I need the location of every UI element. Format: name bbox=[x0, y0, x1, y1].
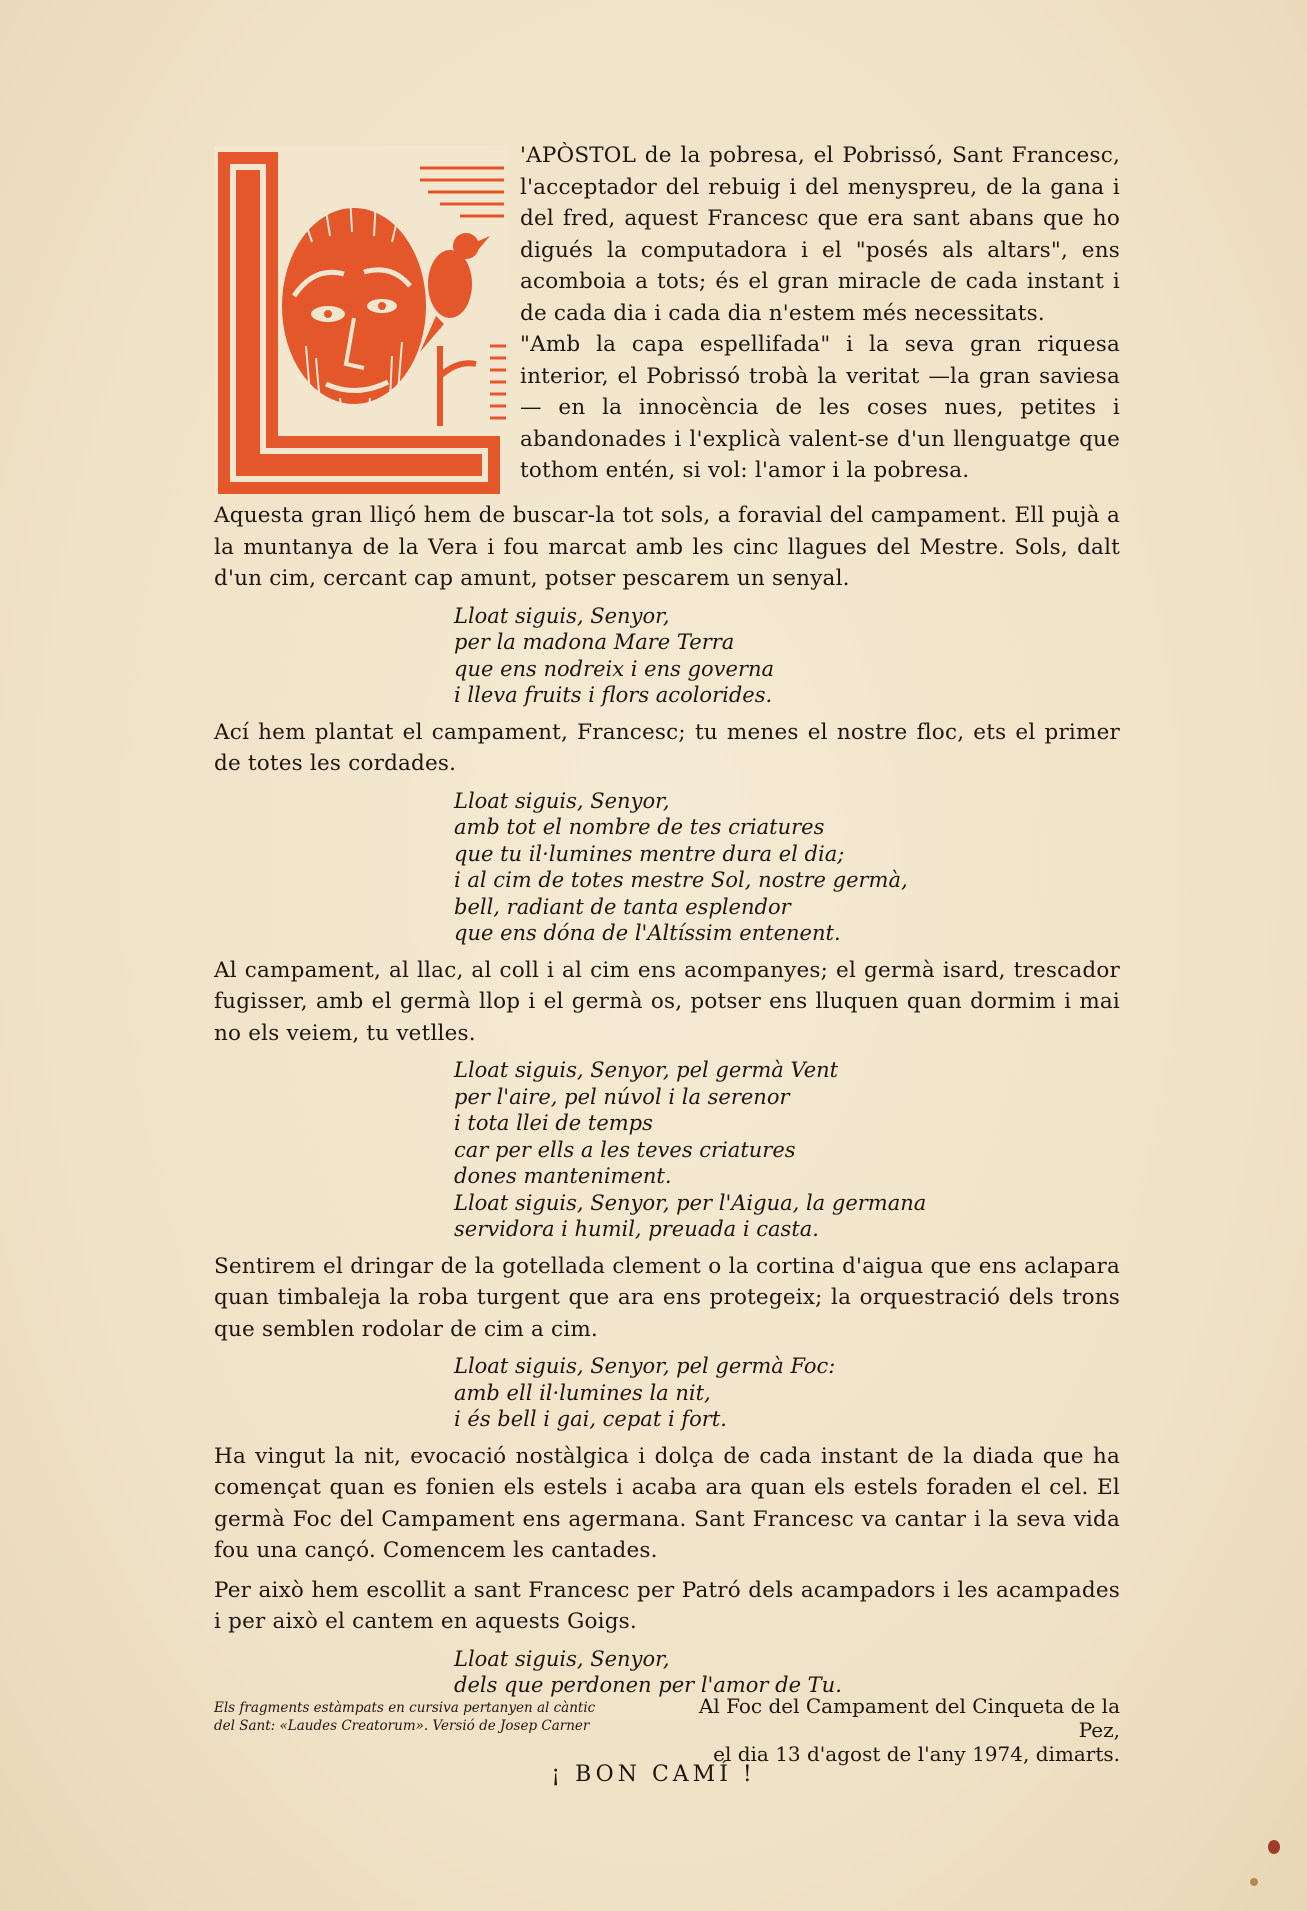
verse-line: per l'aire, pel núvol i la serenor bbox=[454, 1084, 790, 1109]
verse-line: bell, radiant de tanta esplendor bbox=[454, 894, 791, 919]
footer bbox=[214, 1694, 1120, 1766]
camp-paragraph: Ací hem plantat el campament, Francesc; tu menes el nostre floc, ets el primer de totes les cordades. bbox=[214, 719, 1120, 776]
verse-block-3 bbox=[454, 1057, 1120, 1243]
verse-line: amb tot el nombre de tes criatures bbox=[454, 815, 825, 839]
paper-stain bbox=[1250, 1878, 1258, 1886]
opening-section bbox=[214, 140, 1120, 500]
verse-line: Lloat siguis, Senyor, pel germà Vent bbox=[454, 1058, 839, 1082]
verse-line: i lleva fruits i flors acolorides. bbox=[454, 683, 773, 707]
verse-line: amb ell il·lumines la nit, bbox=[454, 1380, 711, 1405]
verse-line: Lloat siguis, Senyor, bbox=[454, 603, 670, 628]
brothers-paragraph: Al campament, al llac, al coll i al cim ens acompanyes; el germà isard, trescador fugisser, amb el germà llop i el germà os, potser ens lluquen quan dormim i mai no els veiem, tu vetlles. bbox=[214, 957, 1120, 1046]
verse-line: Lloat siguis, Senyor, per l'Aigua, la germana bbox=[454, 1190, 927, 1215]
verse-line: i al cim de totes mestre Sol, nostre germà, bbox=[454, 868, 908, 892]
date-line: Al Foc del Campament del Cinqueta de la Pez, el dia 13 d'agost de l'any 1974, dimarts. bbox=[698, 1694, 1120, 1766]
night-paragraph: Ha vingut la nit, evocació nostàlgica i dolça de cada instant de la diada que ha començat quan es fonien els estels i acaba ara quan els estels foraden el cel. El germà Foc del Campament ens agermana. Sant Francesc va cantar i la seva vida fou una cançó. Comencem les cantades. bbox=[214, 1443, 1120, 1563]
document-body bbox=[214, 140, 1120, 1707]
verse-line: car per ells a les teves criatures bbox=[454, 1137, 796, 1162]
verse-line: servidora i humil, preuada i casta. bbox=[454, 1217, 819, 1241]
verse-line: i tota llei de temps bbox=[454, 1111, 653, 1135]
verse-line: que tu il·lumines mentre dura el dia; bbox=[454, 841, 845, 866]
paper-stain bbox=[1268, 1840, 1280, 1854]
source-note: Els fragments estàmpats en cursiva pertanyen al càntic del Sant: «Laudes Creatorum». Versió de Josep Carner bbox=[214, 1700, 596, 1734]
patron-paragraph: Per això hem escollit a sant Francesc per Patró dels acampadors i les acampades i per això el cantem en aquests Goigs. bbox=[214, 1577, 1120, 1634]
verse-line: Lloat siguis, Senyor, bbox=[454, 788, 670, 813]
capa-paragraph: "Amb la capa espellifada" i la seva gran riquesa interior, el Pobrissó trobà la veritat —la gran saviesa— en la innocència de les coses nues, petites i abandonades i l'explicà valent-se d'un llenguatge que tothom entén, si vol: l'amor i la pobresa. bbox=[520, 332, 1120, 483]
verse-line: que ens nodreix i ens governa bbox=[454, 656, 775, 681]
verse-line: Lloat siguis, Senyor, bbox=[454, 1646, 670, 1671]
verse-block-1 bbox=[454, 603, 1120, 709]
verse-line: per la madona Mare Terra bbox=[454, 630, 735, 654]
verse-line: Lloat siguis, Senyor, pel germà Foc: bbox=[454, 1354, 836, 1378]
rain-paragraph: Sentirem el dringar de la gotellada clement o la cortina d'aigua que ens aclapara quan timbaleja la roba turgent que ara ens protegeix; la orquestració dels trons que semblen rodolar de cim a cim. bbox=[214, 1253, 1120, 1342]
closing-greeting: ¡ BON CAMÍ ! bbox=[551, 1762, 756, 1787]
verse-block-4 bbox=[454, 1353, 1120, 1433]
verse-line: i és bell i gai, cepat i fort. bbox=[454, 1407, 727, 1431]
verse-line: dones manteniment. bbox=[454, 1164, 672, 1188]
verse-block-5 bbox=[454, 1646, 1120, 1699]
verse-line: que ens dóna de l'Altíssim entenent. bbox=[454, 921, 841, 945]
lesson-paragraph: Aquesta gran lliçó hem de buscar-la tot sols, a foravial del campament. Ell pujà a la muntanya de la Vera i fou marcat amb les cinc llagues del Mestre. Sols, dalt d'un cim, cercant cap amunt, potser pescarem un senyal. bbox=[214, 503, 1120, 591]
verse-block-2 bbox=[454, 788, 1120, 947]
verse-line: dels que perdonen per l'amor de Tu. bbox=[454, 1673, 842, 1697]
intro-paragraph: 'APÒSTOL de la pobresa, el Pobrissó, Sant Francesc, l'acceptador del rebuig i del menyspreu, de la gana i del fred, aquest Francesc que era sant abans que ho digués la computadora i el "posés als altars", ens acomboia a tots; és el gran miracle de cada instant i de cada dia i cada dia n'estem més necessitats. bbox=[520, 143, 1120, 326]
decorated-initial-L-woodcut bbox=[214, 146, 506, 496]
